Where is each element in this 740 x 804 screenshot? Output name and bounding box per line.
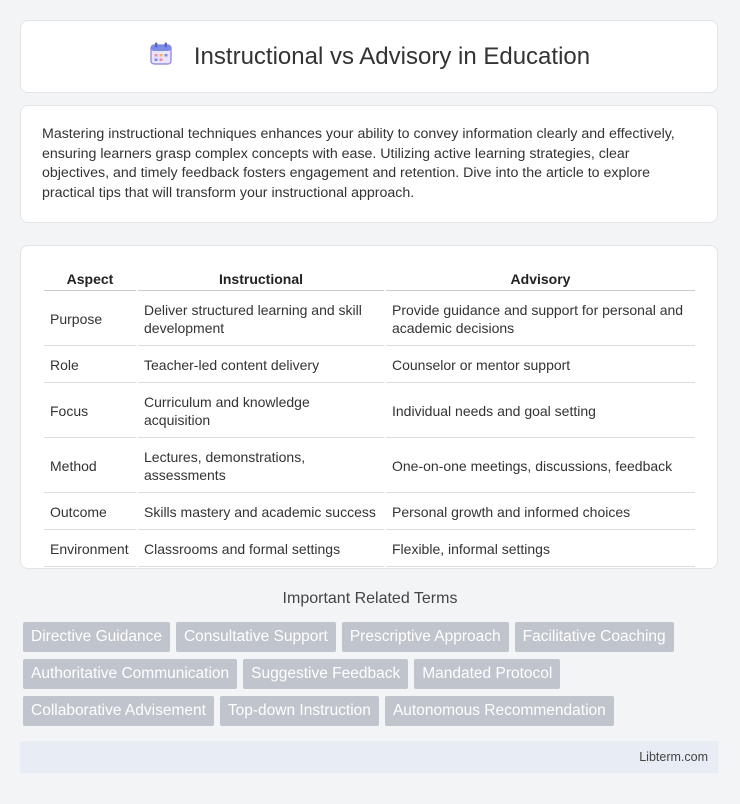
row-aspect: Purpose <box>44 293 136 346</box>
related-term-tag[interactable]: Autonomous Recommendation <box>385 696 614 726</box>
row-aspect: Outcome <box>44 495 136 530</box>
row-advisory: Individual needs and goal setting <box>386 385 695 438</box>
related-term-tag[interactable]: Collaborative Advisement <box>23 696 214 726</box>
row-aspect: Method <box>44 440 136 493</box>
comparison-card <box>20 245 718 569</box>
table-row <box>44 293 695 346</box>
row-advisory: Counselor or mentor support <box>386 348 695 383</box>
related-terms-title: Important Related Terms <box>282 590 458 607</box>
row-instructional: Deliver structured learning and skill development <box>138 293 384 346</box>
comparison-table <box>42 266 697 569</box>
table-header-row <box>44 268 695 291</box>
header-aspect: Aspect <box>44 268 136 291</box>
header-instructional: Instructional <box>138 268 384 291</box>
related-term-tag[interactable]: Authoritative Communication <box>23 659 237 689</box>
table-row <box>44 348 695 383</box>
related-term-tag[interactable]: Prescriptive Approach <box>342 622 509 652</box>
row-aspect: Focus <box>44 385 136 438</box>
row-instructional: Curriculum and knowledge acquisition <box>138 385 384 438</box>
row-instructional: Lectures, demonstrations, assessments <box>138 440 384 493</box>
row-aspect: Role <box>44 348 136 383</box>
table-row <box>44 385 695 438</box>
table-row <box>44 495 695 530</box>
row-instructional: Teacher-led content delivery <box>138 348 384 383</box>
page-title: Instructional vs Advisory in Education <box>193 42 591 70</box>
related-term-tag[interactable]: Directive Guidance <box>23 622 170 652</box>
row-instructional: Skills mastery and academic success <box>138 495 384 530</box>
row-instructional: Classrooms and formal settings <box>138 532 384 567</box>
table-row <box>44 532 695 567</box>
row-aspect: Environment <box>44 532 136 567</box>
related-term-tag[interactable]: Consultative Support <box>176 622 336 652</box>
related-term-tag[interactable]: Mandated Protocol <box>414 659 560 689</box>
row-advisory: One-on-one meetings, discussions, feedback <box>386 440 695 493</box>
intro-text: Mastering instructional techniques enhances your ability to convey information clearly and effectively, ensuring learners grasp complex concepts with ease. Utilizing active learning strategies, clear objectives, and timely feedback fosters engagement and retention. Dive into the article to explore practical tips that will transform your instructional approach. <box>42 126 675 201</box>
row-advisory: Provide guidance and support for personal and academic decisions <box>386 293 695 346</box>
header-card <box>20 20 718 93</box>
footer-brand-link[interactable]: Libterm.com <box>639 750 708 764</box>
related-term-tag[interactable]: Facilitative Coaching <box>515 622 674 652</box>
intro-card <box>20 105 718 223</box>
table-row <box>44 440 695 493</box>
header-advisory: Advisory <box>386 268 695 291</box>
related-term-tag[interactable]: Suggestive Feedback <box>243 659 408 689</box>
calendar-icon <box>148 41 174 72</box>
footer <box>20 741 718 773</box>
related-term-tag[interactable]: Top-down Instruction <box>220 696 379 726</box>
row-advisory: Flexible, informal settings <box>386 532 695 567</box>
related-terms-list <box>23 622 723 726</box>
row-advisory: Personal growth and informed choices <box>386 495 695 530</box>
